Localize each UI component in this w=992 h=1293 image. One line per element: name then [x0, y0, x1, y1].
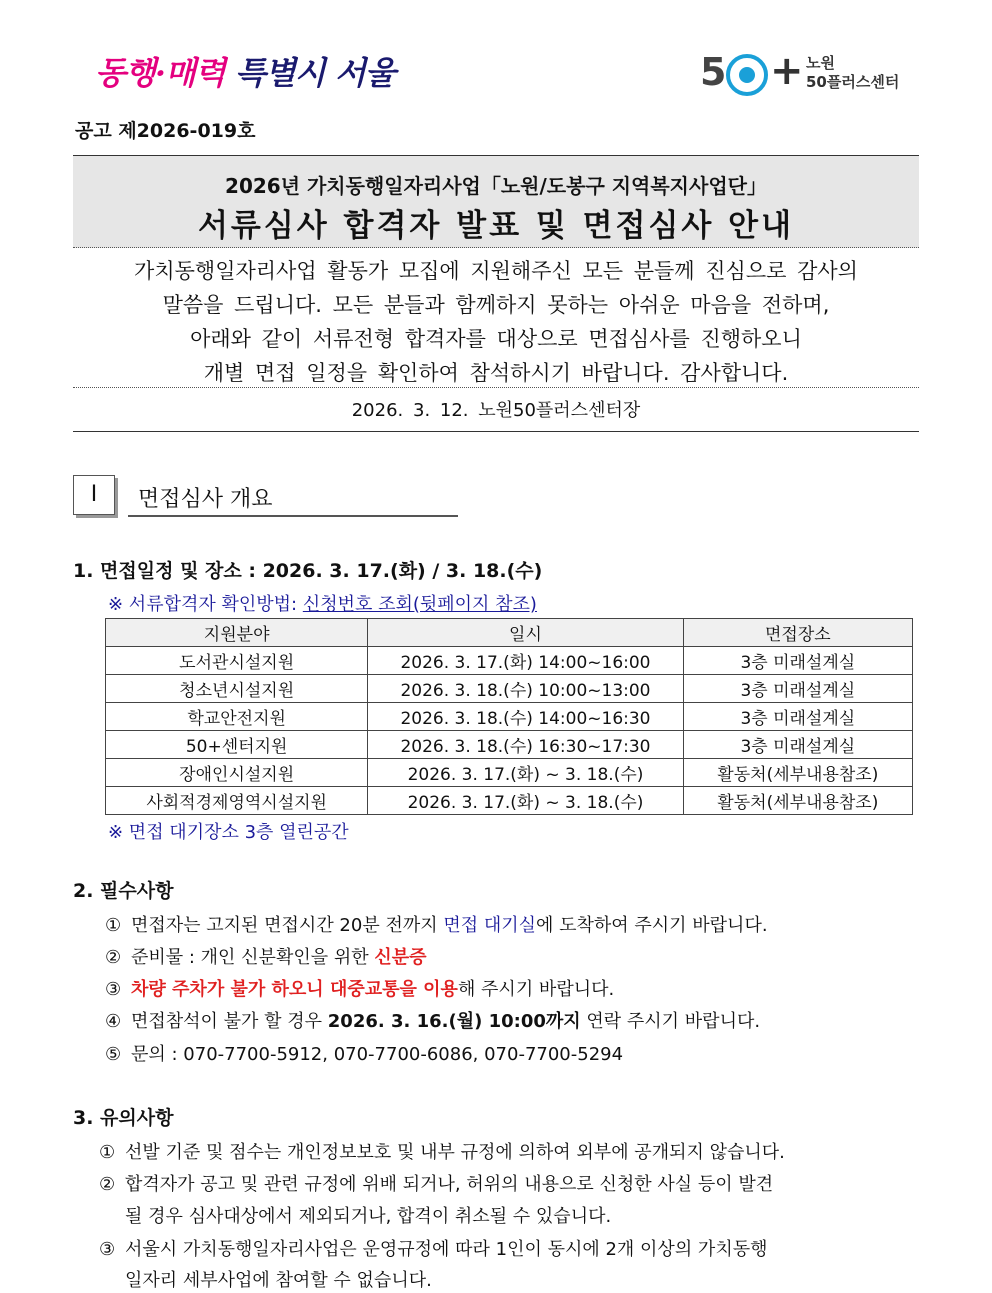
notice-number: 공고 제2026-019호	[75, 120, 256, 142]
column-header-location: 면접장소	[683, 619, 912, 647]
section-title: 면접심사 개요	[138, 487, 273, 512]
cell-location: 3층 미래설계실	[683, 703, 912, 731]
requirement-item	[105, 1040, 623, 1066]
requirement-item	[105, 1007, 760, 1033]
item-text: 면접참석이 불가 할 경우	[131, 1011, 328, 1032]
intro-line: 가치동행일자리사업 활동가 모집에 지원해주신 모든 분들께 진심으로 감사의	[134, 259, 858, 283]
seoul-logo	[95, 48, 395, 94]
seoul-logo-part1: 동행·매력	[95, 54, 225, 92]
table-row	[106, 759, 913, 787]
item-number: ④	[105, 1011, 122, 1032]
requirement-item	[105, 975, 614, 1001]
logo-text-line1: 노원	[806, 54, 835, 72]
section-underline	[128, 515, 458, 517]
cell-field: 50+센터지원	[106, 731, 368, 759]
cell-field: 청소년시설지원	[106, 675, 368, 703]
table-row	[106, 787, 913, 815]
cell-datetime: 2026. 3. 18.(수) 10:00~13:00	[368, 675, 683, 703]
item-text: 면접자는 고지된 면접시간 20분 전까지	[131, 915, 444, 936]
intro-line: 아래와 같이 서류전형 합격자를 대상으로 면접심사를 진행하오니	[190, 327, 802, 351]
caution-item-continuation: 일자리 세부사업에 참여할 수 없습니다.	[125, 1270, 432, 1291]
item-text: 준비물 : 개인 신분확인을 위한	[131, 947, 375, 968]
table-header-row	[106, 619, 913, 647]
requirements-heading: 2. 필수사항	[73, 880, 174, 902]
item-text: 해 주시기 바랍니다.	[457, 979, 615, 1000]
caution-item-continuation: 될 경우 심사대상에서 제외되거나, 합격이 취소될 수 있습니다.	[125, 1206, 612, 1227]
cell-location: 3층 미래설계실	[683, 675, 912, 703]
intro-line: 말씀을 드립니다. 모든 분들과 함께하지 못하는 아쉬운 마음을 전하며,	[162, 293, 830, 317]
cell-field: 학교안전지원	[106, 703, 368, 731]
cell-location: 3층 미래설계실	[683, 731, 912, 759]
item-text: 합격자가 공고 및 관련 규정에 위배 되거나, 허위의 내용으로 신청한 사실 등이 발견	[125, 1174, 774, 1195]
item-text: 연락 주시기 바랍니다.	[580, 1011, 761, 1032]
item-number: ⑤	[105, 1044, 122, 1065]
contact-phone-numbers: 문의 : 070-7700-5912, 070-7700-6086, 070-7700-5294	[131, 1044, 624, 1065]
waiting-area-note: ※ 면접 대기장소 3층 열린공간	[108, 822, 349, 843]
table-row	[106, 731, 913, 759]
id-card-highlight: 신분증	[374, 947, 427, 968]
parking-warning-highlight: 차량 주차가 불가 하오니 대중교통을 이용	[131, 979, 458, 1000]
logo-text-line2: 50플러스센터	[806, 73, 900, 91]
caution-item	[99, 1170, 773, 1196]
title-line2: 서류심사 합격자 발표 및 면접심사 안내	[197, 208, 795, 244]
table-row	[106, 675, 913, 703]
cell-field: 도서관시설지원	[106, 647, 368, 675]
seoul-logo-part2: 특별시 서울	[234, 54, 395, 92]
cell-field: 사회적경제영역시설지원	[106, 787, 368, 815]
nowon-50plus-logo	[700, 50, 920, 100]
item-number: ②	[99, 1174, 116, 1195]
logo-number: 5	[700, 50, 727, 94]
cell-datetime: 2026. 3. 18.(수) 16:30~17:30	[368, 731, 683, 759]
table-row	[106, 703, 913, 731]
logo-plus: +	[770, 48, 804, 94]
cell-field: 장애인시설지원	[106, 759, 368, 787]
cell-datetime: 2026. 3. 18.(수) 14:00~16:30	[368, 703, 683, 731]
cell-datetime: 2026. 3. 17.(화) ~ 3. 18.(수)	[368, 787, 683, 815]
cell-datetime: 2026. 3. 17.(화) 14:00~16:00	[368, 647, 683, 675]
cell-datetime: 2026. 3. 17.(화) ~ 3. 18.(수)	[368, 759, 683, 787]
column-header-field: 지원분야	[106, 619, 368, 647]
item-text: 선발 기준 및 점수는 개인정보보호 및 내부 규정에 의하여 외부에 공개되지 않습니다.	[125, 1142, 785, 1163]
check-note-prefix: ※ 서류합격자 확인방법:	[108, 594, 303, 615]
requirement-item	[105, 943, 427, 969]
item-text: 에 도착하여 주시기 바랍니다.	[536, 915, 768, 936]
item-number: ①	[99, 1142, 116, 1163]
check-note-link[interactable]: 신청번호 조회(뒷페이지 참조)	[302, 594, 537, 615]
caution-item	[99, 1138, 785, 1164]
item-text: 서울시 가치동행일자리사업은 운영규정에 따라 1인이 동시에 2개 이상의 가치동행	[125, 1239, 768, 1260]
deadline-highlight: 2026. 3. 16.(월) 10:00까지	[327, 1011, 581, 1032]
waiting-room-highlight: 면접 대기실	[443, 915, 537, 936]
schedule-heading: 1. 면접일정 및 장소 : 2026. 3. 17.(화) / 3. 18.(수)	[73, 560, 543, 582]
cautions-heading: 3. 유의사항	[73, 1107, 174, 1129]
section-number-box: Ⅰ	[73, 475, 115, 515]
issue-date-signature: 2026. 3. 12. 노원50플러스센터장	[351, 400, 641, 421]
divider-dotted	[73, 387, 919, 388]
cell-location: 3층 미래설계실	[683, 647, 912, 675]
item-number: ③	[99, 1239, 116, 1260]
intro-paragraph	[73, 254, 919, 390]
title-line1: 2026년 가치동행일자리사업「노원/도봉구 지역복지사업단」	[225, 174, 767, 198]
requirement-item	[105, 911, 768, 937]
logo-ring-icon	[726, 54, 768, 96]
item-number: ③	[105, 979, 122, 1000]
intro-line: 개별 면접 일정을 확인하여 참석하시기 바랍니다. 감사합니다.	[203, 361, 789, 385]
caution-item	[99, 1235, 767, 1261]
item-number: ①	[105, 915, 122, 936]
applicant-check-note	[108, 590, 537, 616]
column-header-datetime: 일시	[368, 619, 683, 647]
item-number: ②	[105, 947, 122, 968]
table-row	[106, 647, 913, 675]
logo-text	[806, 54, 899, 92]
title-box	[73, 155, 919, 248]
interview-schedule-table	[105, 618, 913, 815]
divider-solid	[73, 431, 919, 432]
cell-location: 활동처(세부내용참조)	[683, 787, 912, 815]
cell-location: 활동처(세부내용참조)	[683, 759, 912, 787]
